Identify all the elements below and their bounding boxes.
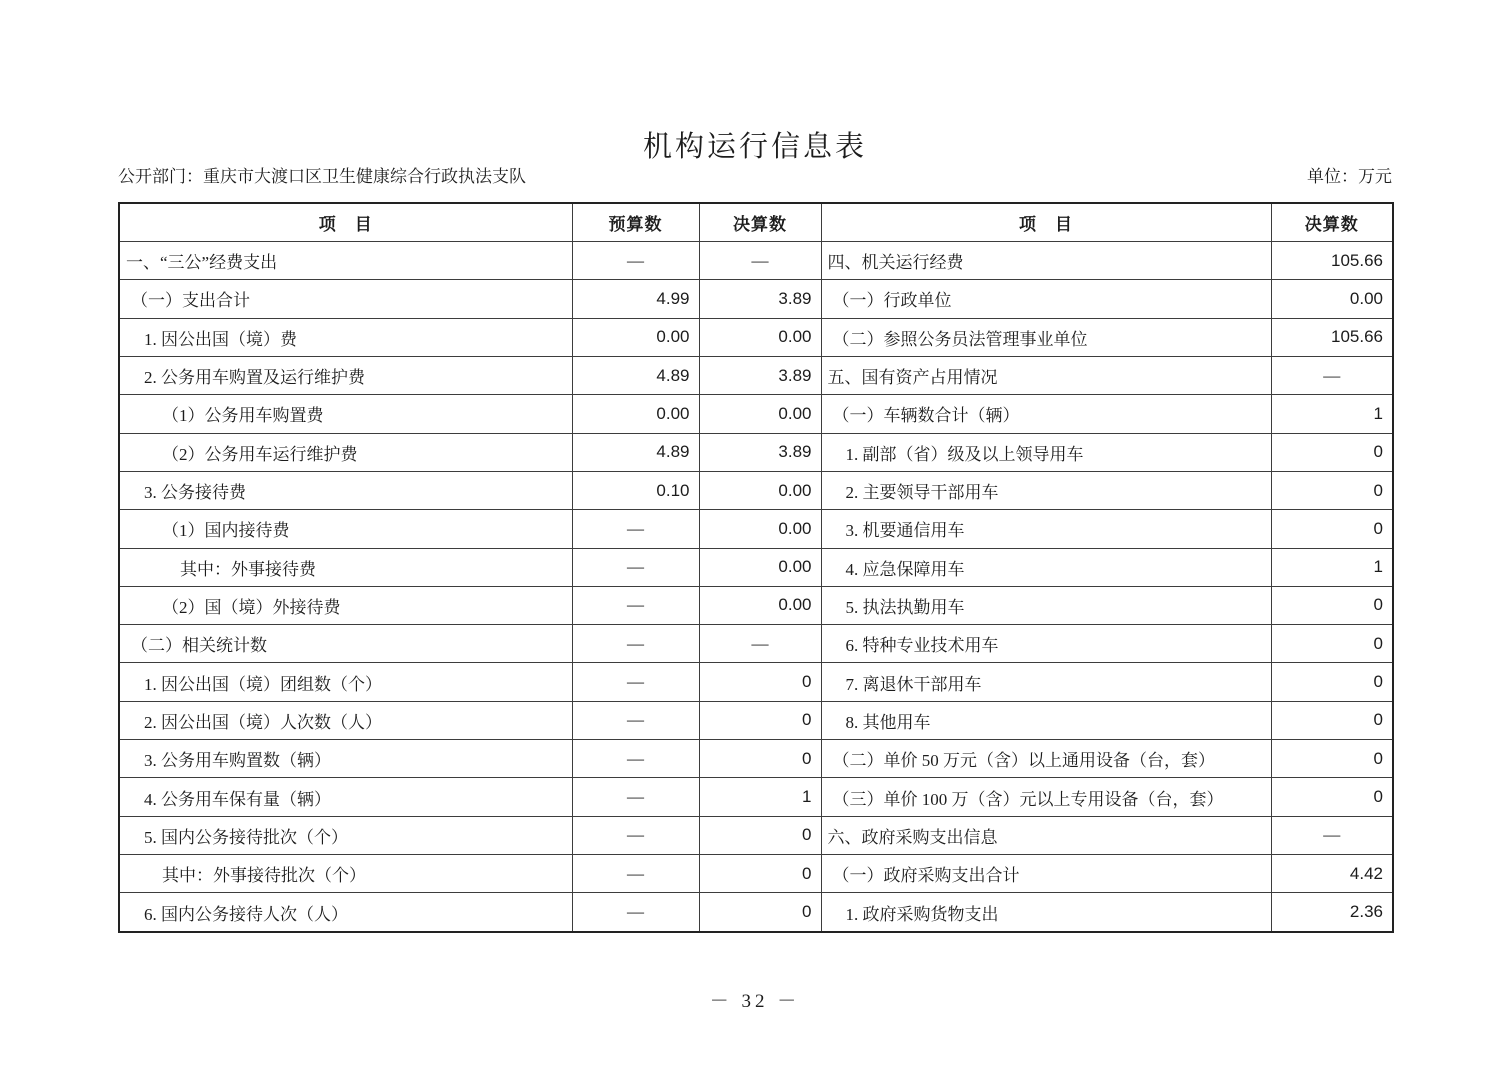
final-cell-left: 0: [699, 893, 821, 932]
table-row: [119, 586, 1393, 624]
item-cell-left: 一、“三公”经费支出: [119, 242, 572, 280]
item-cell-left: 3. 公务用车购置数（辆）: [119, 740, 572, 778]
budget-cell: —: [572, 586, 699, 624]
table-row: [119, 471, 1393, 509]
item-cell-right: 6. 特种专业技术用车: [821, 625, 1271, 663]
item-cell-left: 1. 因公出国（境）费: [119, 318, 572, 356]
budget-cell: 0.10: [572, 471, 699, 509]
table-row: [119, 855, 1393, 893]
item-cell-left: （1）公务用车购置费: [119, 395, 572, 433]
budget-cell: 4.99: [572, 280, 699, 318]
table-row: [119, 893, 1393, 932]
budget-cell: —: [572, 816, 699, 854]
item-cell-right: 2. 主要领导干部用车: [821, 471, 1271, 509]
budget-cell: 0.00: [572, 395, 699, 433]
table-row: [119, 395, 1393, 433]
table-row: [119, 356, 1393, 394]
budget-cell: —: [572, 663, 699, 701]
final-cell-right: —: [1271, 816, 1393, 854]
budget-cell: —: [572, 510, 699, 548]
table-row: [119, 548, 1393, 586]
table-row: [119, 318, 1393, 356]
header-row: [119, 203, 1393, 242]
header-final-left: 决算数: [699, 203, 821, 242]
final-cell-left: 0.00: [699, 318, 821, 356]
final-cell-left: —: [699, 242, 821, 280]
item-cell-right: （二）参照公务员法管理事业单位: [821, 318, 1271, 356]
final-cell-right: 105.66: [1271, 242, 1393, 280]
table-row: [119, 778, 1393, 816]
item-cell-right: 1. 政府采购货物支出: [821, 893, 1271, 932]
header-item-left: 项 目: [119, 203, 572, 242]
item-cell-right: （三）单价 100 万（含）元以上专用设备（台，套）: [821, 778, 1271, 816]
budget-cell: —: [572, 855, 699, 893]
item-cell-left: 2. 公务用车购置及运行维护费: [119, 356, 572, 394]
institution-operation-table: [118, 202, 1394, 933]
table-body: [119, 242, 1393, 933]
item-cell-right: 4. 应急保障用车: [821, 548, 1271, 586]
table-row: [119, 816, 1393, 854]
item-cell-left: 4. 公务用车保有量（辆）: [119, 778, 572, 816]
table-row: [119, 433, 1393, 471]
budget-cell: —: [572, 625, 699, 663]
table-row: [119, 625, 1393, 663]
department-label: 公开部门：重庆市大渡口区卫生健康综合行政执法支队: [118, 167, 526, 186]
item-cell-left: 其中：外事接待批次（个）: [119, 855, 572, 893]
item-cell-right: 五、国有资产占用情况: [821, 356, 1271, 394]
item-cell-left: 其中：外事接待费: [119, 548, 572, 586]
final-cell-left: 0: [699, 701, 821, 739]
final-cell-left: 0: [699, 855, 821, 893]
table-row: [119, 280, 1393, 318]
item-cell-right: 3. 机要通信用车: [821, 510, 1271, 548]
budget-cell: —: [572, 701, 699, 739]
item-cell-right: 7. 离退休干部用车: [821, 663, 1271, 701]
table-row: [119, 663, 1393, 701]
item-cell-left: （2）国（境）外接待费: [119, 586, 572, 624]
final-cell-right: 1: [1271, 395, 1393, 433]
item-cell-right: （一）行政单位: [821, 280, 1271, 318]
final-cell-left: 1: [699, 778, 821, 816]
final-cell-right: 4.42: [1271, 855, 1393, 893]
budget-cell: —: [572, 893, 699, 932]
header-final-right: 决算数: [1271, 203, 1393, 242]
budget-cell: 0.00: [572, 318, 699, 356]
budget-cell: —: [572, 242, 699, 280]
item-cell-left: 2. 因公出国（境）人次数（人）: [119, 701, 572, 739]
table-row: [119, 740, 1393, 778]
final-cell-right: 0.00: [1271, 280, 1393, 318]
final-cell-right: 0: [1271, 740, 1393, 778]
budget-cell: —: [572, 778, 699, 816]
final-cell-left: —: [699, 625, 821, 663]
item-cell-right: （二）单价 50 万元（含）以上通用设备（台，套）: [821, 740, 1271, 778]
final-cell-right: 0: [1271, 586, 1393, 624]
item-cell-left: 6. 国内公务接待人次（人）: [119, 893, 572, 932]
final-cell-left: 0.00: [699, 471, 821, 509]
final-cell-right: 1: [1271, 548, 1393, 586]
item-cell-right: （一）车辆数合计（辆）: [821, 395, 1271, 433]
unit-label: 单位：万元: [1307, 167, 1392, 186]
final-cell-right: 0: [1271, 433, 1393, 471]
final-cell-right: 0: [1271, 778, 1393, 816]
final-cell-right: 2.36: [1271, 893, 1393, 932]
final-cell-left: 0: [699, 663, 821, 701]
item-cell-left: 1. 因公出国（境）团组数（个）: [119, 663, 572, 701]
table-row: [119, 242, 1393, 280]
item-cell-left: （1）国内接待费: [119, 510, 572, 548]
item-cell-right: 六、政府采购支出信息: [821, 816, 1271, 854]
item-cell-left: （一）支出合计: [119, 280, 572, 318]
meta-row: [118, 162, 1392, 187]
final-cell-left: 0: [699, 816, 821, 854]
final-cell-right: 0: [1271, 471, 1393, 509]
budget-cell: 4.89: [572, 356, 699, 394]
item-cell-right: 四、机关运行经费: [821, 242, 1271, 280]
page-number: － 32 －: [709, 991, 801, 1012]
header-item-right: 项 目: [821, 203, 1271, 242]
final-cell-right: 0: [1271, 663, 1393, 701]
final-cell-left: 0: [699, 740, 821, 778]
final-cell-right: 0: [1271, 701, 1393, 739]
item-cell-right: （一）政府采购支出合计: [821, 855, 1271, 893]
budget-cell: 4.89: [572, 433, 699, 471]
final-cell-right: 0: [1271, 510, 1393, 548]
item-cell-left: （二）相关统计数: [119, 625, 572, 663]
item-cell-left: 3. 公务接待费: [119, 471, 572, 509]
final-cell-right: —: [1271, 356, 1393, 394]
header-budget: 预算数: [572, 203, 699, 242]
final-cell-left: 3.89: [699, 433, 821, 471]
item-cell-right: 5. 执法执勤用车: [821, 586, 1271, 624]
table-row: [119, 701, 1393, 739]
item-cell-left: （2）公务用车运行维护费: [119, 433, 572, 471]
final-cell-left: 0.00: [699, 548, 821, 586]
final-cell-left: 3.89: [699, 280, 821, 318]
budget-cell: —: [572, 740, 699, 778]
final-cell-right: 0: [1271, 625, 1393, 663]
final-cell-left: 0.00: [699, 510, 821, 548]
page-title: 机构运行信息表: [642, 131, 867, 163]
budget-cell: —: [572, 548, 699, 586]
final-cell-left: 3.89: [699, 356, 821, 394]
final-cell-left: 0.00: [699, 586, 821, 624]
item-cell-right: 8. 其他用车: [821, 701, 1271, 739]
item-cell-right: 1. 副部（省）级及以上领导用车: [821, 433, 1271, 471]
item-cell-left: 5. 国内公务接待批次（个）: [119, 816, 572, 854]
table-row: [119, 510, 1393, 548]
final-cell-right: 105.66: [1271, 318, 1393, 356]
final-cell-left: 0.00: [699, 395, 821, 433]
